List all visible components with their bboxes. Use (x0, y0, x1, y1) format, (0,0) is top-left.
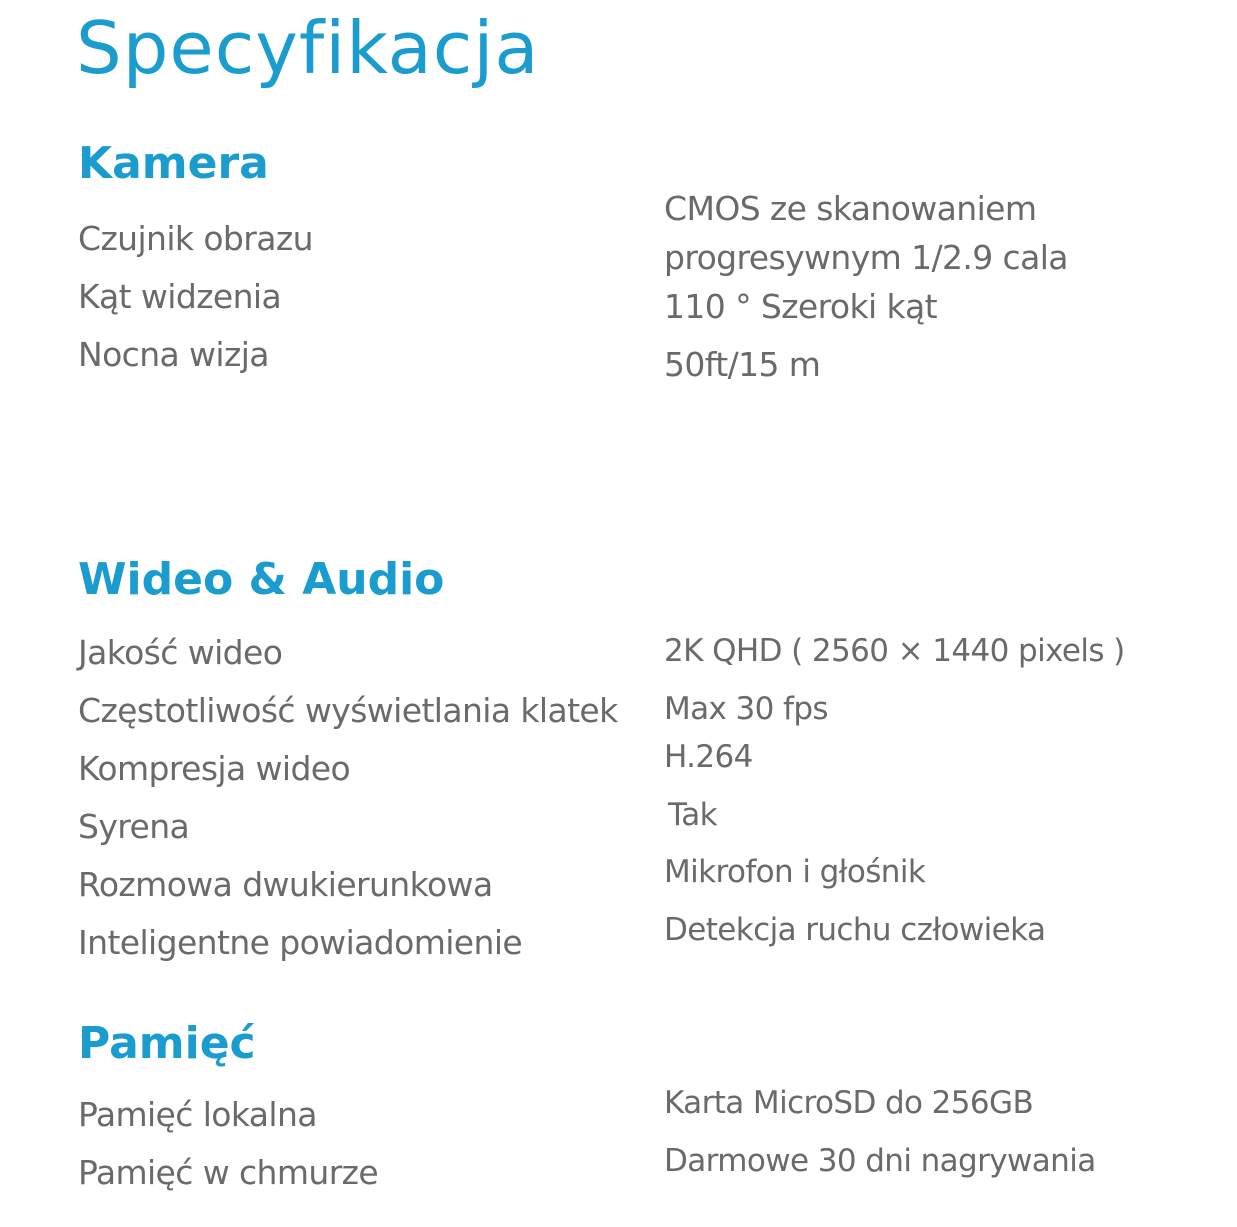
spec-value-kat-widzenia: 110 ° Szeroki kąt (664, 287, 937, 326)
spec-value-pamiec-w-chmurze: Darmowe 30 dni nagrywania (664, 1143, 1096, 1179)
spec-label-nocna-wizja: Nocna wizja (78, 335, 269, 374)
section-heading-pamiec: Pamięć (78, 1018, 256, 1069)
spec-label-inteligentne-powiadomienie: Inteligentne powiadomienie (78, 923, 523, 962)
spec-label-czestotliwosc-klatek: Częstotliwość wyświetlania klatek (78, 691, 618, 730)
section-heading-wideo-audio: Wideo & Audio (78, 554, 445, 605)
spec-value-czestotliwosc-klatek: Max 30 fps (664, 691, 828, 727)
page-title: Specyfikacja (76, 6, 540, 90)
spec-label-czujnik-obrazu: Czujnik obrazu (78, 219, 313, 258)
spec-label-kat-widzenia: Kąt widzenia (78, 277, 282, 316)
spec-value-rozmowa-dwukierunkowa: Mikrofon i głośnik (664, 854, 926, 890)
spec-label-pamiec-lokalna: Pamięć lokalna (78, 1095, 317, 1134)
spec-value-czujnik-obrazu-line2: progresywnym 1/2.9 cala (664, 238, 1068, 277)
spec-value-inteligentne-powiadomienie: Detekcja ruchu człowieka (664, 912, 1046, 948)
spec-value-pamiec-lokalna: Karta MicroSD do 256GB (664, 1085, 1034, 1121)
spec-value-kompresja-wideo: H.264 (664, 739, 753, 775)
spec-label-jakosc-wideo: Jakość wideo (78, 633, 283, 672)
spec-label-pamiec-w-chmurze: Pamięć w chmurze (78, 1153, 379, 1192)
spec-value-syrena: Tak (668, 797, 717, 833)
spec-value-nocna-wizja: 50ft/15 m (664, 345, 821, 384)
spec-label-syrena: Syrena (78, 807, 190, 846)
section-heading-kamera: Kamera (78, 138, 269, 189)
spec-label-rozmowa-dwukierunkowa: Rozmowa dwukierunkowa (78, 865, 493, 904)
spec-value-czujnik-obrazu-line1: CMOS ze skanowaniem (664, 189, 1037, 228)
spec-value-jakosc-wideo: 2K QHD ( 2560 × 1440 pixels ) (664, 633, 1125, 669)
spec-label-kompresja-wideo: Kompresja wideo (78, 749, 351, 788)
